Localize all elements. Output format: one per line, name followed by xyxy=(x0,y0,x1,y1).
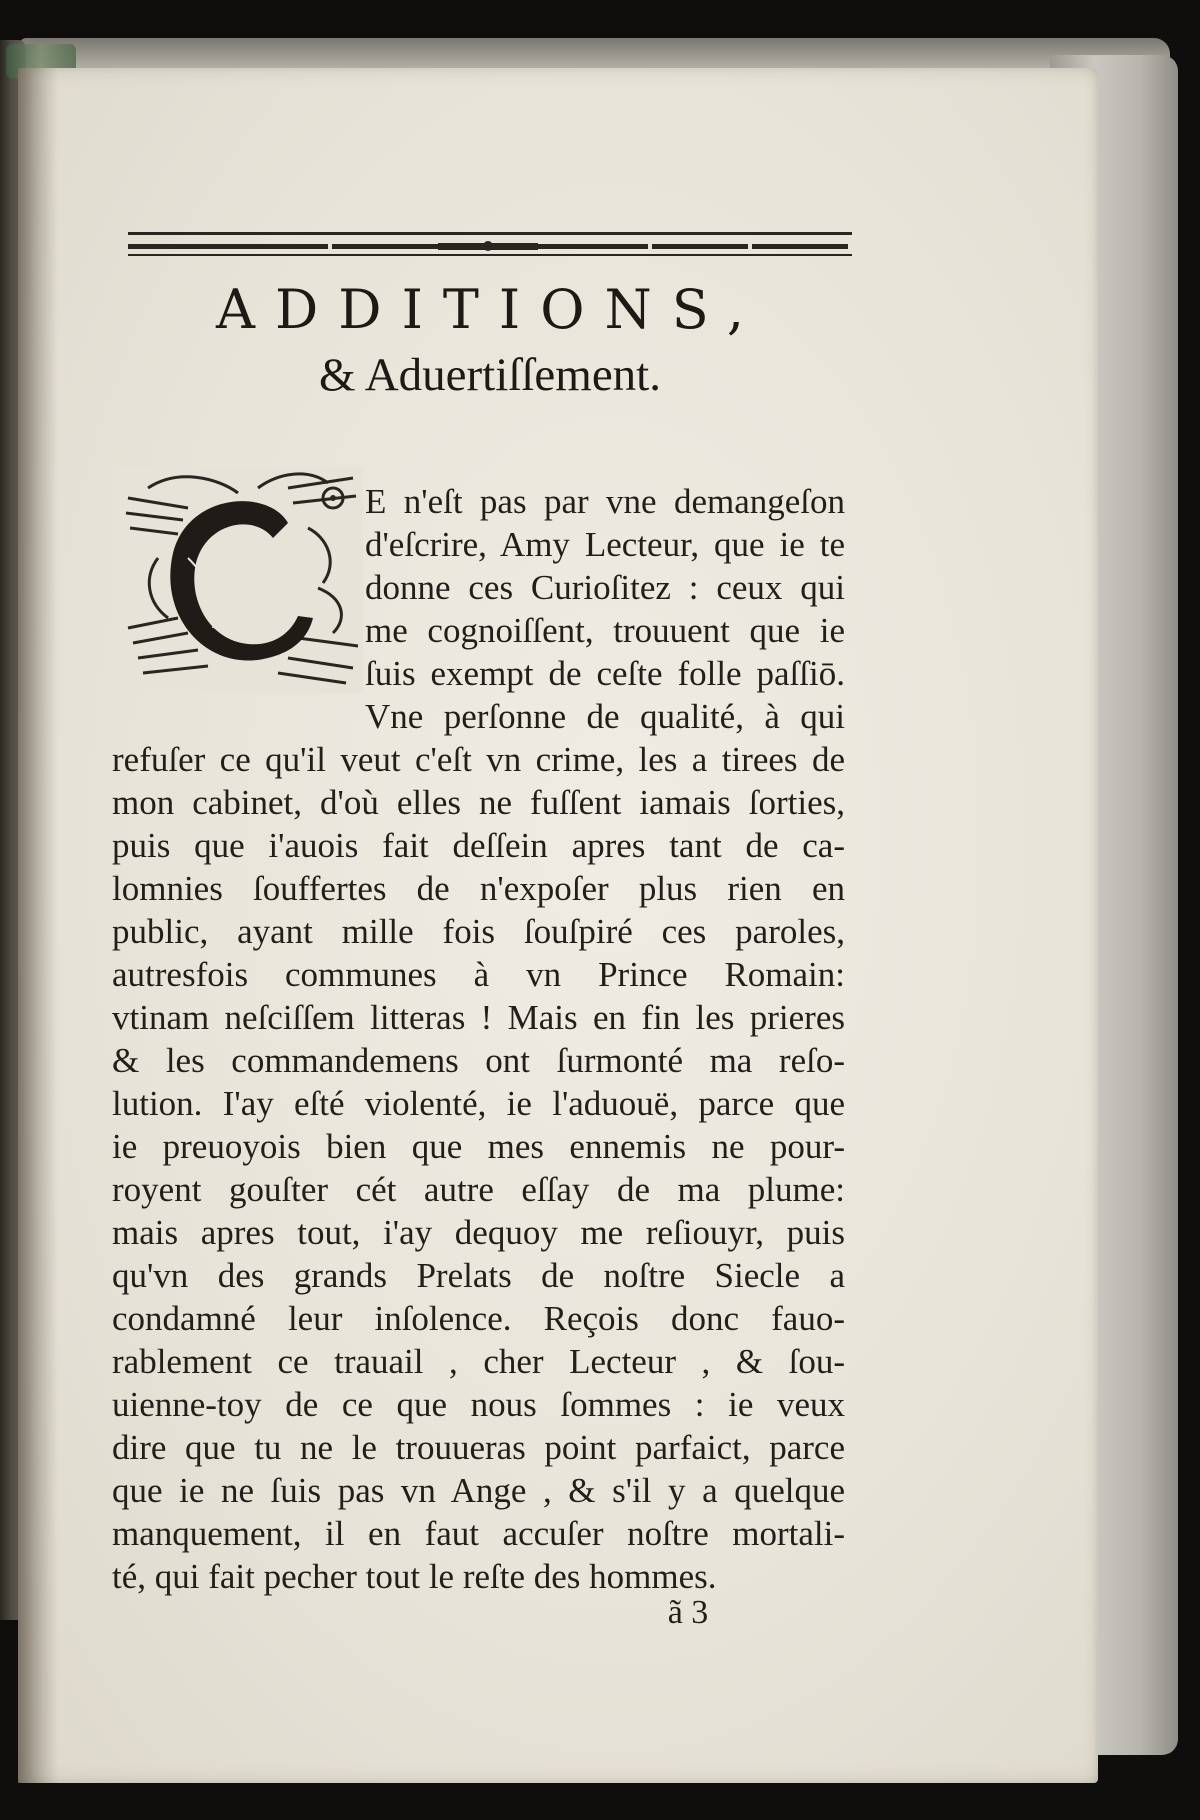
text-line: autresfois communes à vn Prince Romain: xyxy=(112,955,845,994)
text-line: Vne perſonne de qualité, à qui xyxy=(365,697,845,736)
text-line: rablement ce trauail , cher Lecteur , & ſou- xyxy=(112,1342,845,1381)
text-line: & les commandemens ont ſurmonté ma reſo- xyxy=(112,1041,845,1080)
text-line: mon cabinet, d'où elles ne fuſſent iamais ſorties, xyxy=(112,783,845,822)
text-line: dire que tu ne le trouueras point parfaict, parce xyxy=(112,1428,845,1467)
text-line: donne ces Curioſitez : ceux qui xyxy=(365,568,845,607)
text-line: public, ayant mille fois ſouſpiré ces paroles, xyxy=(112,912,845,951)
signature-mark: ã 3 xyxy=(667,1594,709,1631)
text-line: lomnies ſouffertes de n'expoſer plus rien en xyxy=(112,869,845,908)
text-line: condamné leur inſolence. Reçois donc fauo- xyxy=(112,1299,845,1338)
text-line: refuſer ce qu'il veut c'eſt vn crime, les a tirees de xyxy=(112,740,845,779)
decorative-head-rule xyxy=(128,230,852,262)
text-line: puis que i'auois fait deſſein apres tant de ca- xyxy=(112,826,845,865)
text-line: vtinam neſciſſem litteras ! Mais en fin les prieres xyxy=(112,998,845,1037)
text-line: d'eſcrire, Amy Lecteur, que ie te xyxy=(365,525,845,564)
text-line: lution. I'ay eſté violenté, ie l'aduouë, parce que xyxy=(112,1084,845,1123)
text-line: E n'eſt pas par vne demangeſon xyxy=(365,482,845,521)
text-line: royent gouſter cét autre eſſay de ma plume: xyxy=(112,1170,845,1209)
gutter-shadow xyxy=(18,68,58,1783)
ornamental-initial-c xyxy=(118,468,363,693)
text-line: que ie ne ſuis pas vn Ange , & s'il y a quelque xyxy=(112,1471,845,1510)
text-line: ſuis exempt de ceſte folle paſſiō. xyxy=(365,654,845,693)
text-line: qu'vn des grands Prelats de noſtre Siecle a xyxy=(112,1256,845,1295)
text-line: uienne-toy de ce que nous ſommes : ie veux xyxy=(112,1385,845,1424)
text-line: mais apres tout, i'ay dequoy me reſiouyr, puis xyxy=(112,1213,845,1252)
page-subtitle: & Aduertiſſement. xyxy=(319,349,661,401)
book-top-edge xyxy=(20,38,1170,72)
text-line: té, qui fait pecher tout le reſte des hommes. xyxy=(112,1557,717,1596)
text-line: manquement, il en faut accuſer noſtre mortali- xyxy=(112,1514,845,1553)
text-line: me cognoiſſent, trouuent que ie xyxy=(365,611,845,650)
page-title: ADDITIONS, xyxy=(215,278,765,341)
text-line: ie preuoyois bien que mes ennemis ne pour- xyxy=(112,1127,845,1166)
